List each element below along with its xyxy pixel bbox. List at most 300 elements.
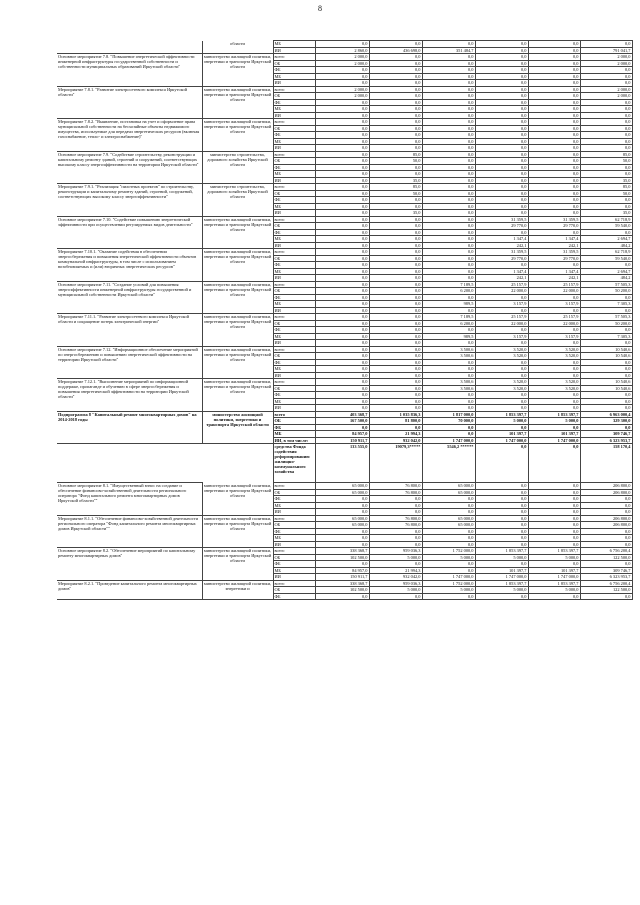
amount-cell: 0,0 [422, 242, 475, 249]
amount-cell: 29 770,0 [475, 223, 528, 230]
amount-cell: 0,0 [422, 372, 475, 379]
amount-cell: 150 911,7 [315, 437, 369, 444]
amount-cell: 0,0 [580, 405, 632, 412]
amount-cell: 0,0 [315, 216, 369, 223]
amount-cell: 0,0 [315, 398, 369, 405]
funding-source: ИИ [273, 541, 315, 548]
amount-cell: 0,0 [315, 353, 369, 360]
amount-cell: 0,0 [528, 489, 580, 496]
amount-cell: 85,0 [580, 184, 632, 191]
amount-cell: 0,0 [422, 424, 475, 431]
amount-cell: 959 036,3 [369, 548, 422, 555]
amount-cell: 0,0 [315, 268, 369, 275]
amount-cell: 0,0 [528, 132, 580, 139]
amount-cell: 0,0 [528, 561, 580, 568]
amount-cell: 0,0 [369, 86, 422, 93]
amount-cell: 59 540,0 [580, 223, 632, 230]
amount-cell: 0,0 [475, 125, 528, 132]
amount-cell: 0,0 [315, 171, 369, 178]
amount-cell: 0,0 [475, 262, 528, 269]
amount-cell: 6 963 000,4 [580, 411, 632, 418]
amount-cell: 0,0 [528, 593, 580, 600]
amount-cell: 0,0 [422, 41, 475, 48]
funding-source: ФБ [273, 392, 315, 399]
amount-cell: 0,0 [369, 294, 422, 301]
amount-cell: 1 752 000,0 [422, 580, 475, 587]
amount-cell: 0,0 [315, 528, 369, 535]
funding-source: ОБ [273, 385, 315, 392]
amount-cell: 6 323 953,7 [580, 574, 632, 581]
amount-cell: 0,0 [580, 119, 632, 126]
funding-source: всего [273, 249, 315, 256]
amount-cell: 0,0 [422, 223, 475, 230]
activity-name: Мероприятие 8.1.1. "Обеспечение финансово-хозяйственной деятельности регионального оператора "Фонд капитального ремонта многоквартирных домов Иркутской области"" [57, 515, 202, 548]
amount-cell: 0,0 [315, 307, 369, 314]
amount-cell: 0,0 [528, 359, 580, 366]
amount-cell: 85,0 [369, 151, 422, 158]
amount-cell: 0,0 [528, 496, 580, 503]
amount-cell: 0,0 [369, 288, 422, 295]
amount-cell: 0,0 [315, 80, 369, 87]
amount-cell: 0,0 [528, 502, 580, 509]
amount-cell: 22 000,0 [475, 288, 528, 295]
fund-value: 133 555,0 [315, 444, 369, 483]
funding-source: МБ [273, 203, 315, 210]
amount-cell: 0,0 [369, 535, 422, 542]
amount-cell: 0,0 [528, 340, 580, 347]
amount-cell: 1 347,4 [475, 268, 528, 275]
amount-cell: 2 000,0 [315, 86, 369, 93]
amount-cell: 0,0 [580, 112, 632, 119]
responsible-party: министерство жилищной политики, энергетики и транспорта Иркутской области [202, 515, 273, 548]
activity-name: Основное мероприятие 7.11. "Создание условий для повышения энергоэффективности инженерной инфраструктуры государственной и муниципальной собственности Иркутской области" [57, 281, 202, 314]
amount-cell: 0,0 [528, 184, 580, 191]
amount-cell: 0,0 [315, 73, 369, 80]
amount-cell: 0,0 [369, 359, 422, 366]
amount-cell: 0,0 [475, 294, 528, 301]
amount-cell: 5 000,0 [369, 587, 422, 594]
amount-cell: 2 000,0 [580, 86, 632, 93]
funding-source: ИИ [273, 242, 315, 249]
funding-source: ОБ [273, 158, 315, 165]
amount-cell: 0,0 [315, 314, 369, 321]
amount-cell: 484,2 [580, 242, 632, 249]
amount-cell: 0,0 [315, 359, 369, 366]
amount-cell: 0,0 [422, 236, 475, 243]
responsible-party: министерство жилищной политики, энергетики и транспорта Иркутской области [202, 346, 273, 379]
amount-cell: 2 000,0 [315, 54, 369, 61]
funding-source: ФБ [273, 197, 315, 204]
amount-cell: 0,0 [315, 125, 369, 132]
amount-cell: 0,0 [422, 307, 475, 314]
amount-cell: 0,0 [369, 67, 422, 74]
amount-cell: 0,0 [315, 496, 369, 503]
amount-cell: 7 305,3 [580, 333, 632, 340]
responsible-party: министерство жилищной политики, энергетики и транспорта Иркутской области [202, 411, 273, 444]
amount-cell: 0,0 [528, 106, 580, 113]
amount-cell: 0,0 [475, 60, 528, 67]
activity-name: Основное мероприятие 7.8. "Повышение энергетической эффективности инженерной инфраструктуры государственной собственности и собственности муниципальных образований Иркутской области" [57, 54, 202, 87]
fund-row [57, 444, 632, 483]
amount-cell: 0,0 [580, 392, 632, 399]
amount-cell: 0,0 [475, 515, 528, 522]
amount-cell: 0,0 [422, 294, 475, 301]
funding-source: всего [273, 151, 315, 158]
amount-cell: 0,0 [475, 164, 528, 171]
amount-cell: 76 800,0 [369, 483, 422, 490]
amount-cell: 0,0 [475, 593, 528, 600]
amount-cell: 0,0 [528, 210, 580, 217]
amount-cell: 22 000,0 [475, 320, 528, 327]
responsible-party: министерство жилищной политики, энергетики и транспорта Иркутской области [202, 379, 273, 412]
amount-cell: 0,0 [369, 171, 422, 178]
amount-cell: 0,0 [369, 262, 422, 269]
amount-cell: 0,0 [369, 223, 422, 230]
amount-cell: 0,0 [422, 164, 475, 171]
amount-cell: 3 520,0 [475, 353, 528, 360]
funding-source: всего [273, 216, 315, 223]
funding-source: ОБ [273, 190, 315, 197]
amount-cell: 0,0 [528, 229, 580, 236]
amount-cell: 3 157,9 [528, 333, 580, 340]
funding-source: МБ [273, 41, 315, 48]
page-number: 8 [318, 4, 322, 13]
amount-cell: 65 000,0 [422, 515, 475, 522]
amount-cell: 5 000,0 [475, 554, 528, 561]
amount-cell: 309 746,7 [580, 431, 632, 438]
funding-source: всего [273, 184, 315, 191]
amount-cell: 1 747 000,0 [475, 574, 528, 581]
funding-source: МБ [273, 398, 315, 405]
amount-cell: 0,0 [422, 132, 475, 139]
funding-source: ФБ [273, 424, 315, 431]
funding-source: всего [273, 314, 315, 321]
funding-source: ФБ [273, 132, 315, 139]
funding-source: ОБ [273, 60, 315, 67]
amount-cell: 0,0 [475, 171, 528, 178]
funding-source: всего [273, 86, 315, 93]
amount-cell: 0,0 [369, 106, 422, 113]
amount-cell: 0,0 [475, 528, 528, 535]
amount-cell: 0,0 [528, 54, 580, 61]
activity-name: Основное мероприятие 8.1. "Имущественный взнос на создание и обеспечение финансово-хозяйственной деятельности регионального оператора "Фонд капитального ремонта многоквартирных домов Иркутской области"" [57, 483, 202, 516]
amount-cell: 6 756 200,4 [580, 548, 632, 555]
amount-cell: 0,0 [528, 522, 580, 529]
amount-cell: 0,0 [369, 80, 422, 87]
amount-cell: 0,0 [369, 99, 422, 106]
amount-cell: 0,0 [422, 106, 475, 113]
amount-cell: 70 000,0 [422, 418, 475, 425]
amount-cell: 206 800,0 [580, 489, 632, 496]
amount-cell: 29 770,0 [528, 223, 580, 230]
amount-cell: 0,0 [315, 502, 369, 509]
responsible-party: министерство жилищной политики, энергетики и транспорта Иркутской области [202, 54, 273, 87]
amount-cell: 0,0 [528, 398, 580, 405]
funding-source: всего [273, 281, 315, 288]
amount-cell: 0,0 [528, 366, 580, 373]
amount-cell: 0,0 [580, 509, 632, 516]
amount-cell: 0,0 [422, 561, 475, 568]
funding-source: ИИ, в том числе: [273, 437, 315, 444]
amount-cell: 0,0 [422, 509, 475, 516]
amount-cell: 0,0 [422, 340, 475, 347]
funding-source: ФБ [273, 327, 315, 334]
amount-cell: 0,0 [315, 197, 369, 204]
amount-cell: 0,0 [315, 281, 369, 288]
funding-source: ИИ [273, 340, 315, 347]
amount-cell: 0,0 [315, 229, 369, 236]
activity-name: Мероприятие 7.11.1. "Развитие электросетевого комплекса Иркутской области и сокращение потерь электрической энергии" [57, 314, 202, 347]
amount-cell: 0,0 [315, 164, 369, 171]
amount-cell: 0,0 [422, 93, 475, 100]
amount-cell: 0,0 [528, 164, 580, 171]
amount-cell: 0,0 [580, 67, 632, 74]
funding-source: ОБ [273, 288, 315, 295]
amount-cell: 0,0 [475, 405, 528, 412]
amount-cell: 0,0 [422, 249, 475, 256]
amount-cell: 0,0 [315, 236, 369, 243]
amount-cell: 0,0 [369, 281, 422, 288]
amount-cell: 0,0 [475, 366, 528, 373]
amount-cell: 0,0 [528, 80, 580, 87]
activity-name: Мероприятие 7.8.1. "Развитие электросетевого комплекса Иркутской области" [57, 86, 202, 119]
funding-source: ИИ [273, 177, 315, 184]
amount-cell: 0,0 [369, 372, 422, 379]
amount-cell: 959 036,3 [369, 580, 422, 587]
funding-source: ОБ [273, 93, 315, 100]
amount-cell: 1 347,4 [528, 268, 580, 275]
amount-cell: 50 200,0 [580, 320, 632, 327]
amount-cell: 102 500,0 [315, 587, 369, 594]
amount-cell: 0,0 [422, 203, 475, 210]
amount-cell: 1 347,4 [528, 236, 580, 243]
amount-cell: 0,0 [422, 171, 475, 178]
amount-cell: 0,0 [580, 125, 632, 132]
amount-cell: 0,0 [475, 138, 528, 145]
fund-value: 5546,2 ****** [422, 444, 475, 483]
amount-cell: 0,0 [475, 99, 528, 106]
amount-cell: 338 368,7 [315, 580, 369, 587]
amount-cell: 35,0 [580, 210, 632, 217]
amount-cell: 0,0 [315, 184, 369, 191]
amount-cell: 0,0 [369, 60, 422, 67]
amount-cell: 0,0 [475, 340, 528, 347]
amount-cell: 5 000,0 [422, 554, 475, 561]
amount-cell: 81 800,0 [369, 418, 422, 425]
amount-cell: 0,0 [315, 509, 369, 516]
amount-cell: 76 800,0 [369, 489, 422, 496]
funding-source: ОБ [273, 223, 315, 230]
funding-source: всего [273, 379, 315, 386]
amount-cell: 0,0 [580, 203, 632, 210]
amount-cell: 0,0 [315, 340, 369, 347]
amount-cell: 0,0 [422, 80, 475, 87]
amount-cell: 0,0 [369, 509, 422, 516]
amount-cell: 3 157,9 [475, 301, 528, 308]
amount-cell: 0,0 [475, 73, 528, 80]
amount-cell: 403 368,7 [315, 411, 369, 418]
amount-cell: 0,0 [580, 73, 632, 80]
amount-cell: 0,0 [369, 398, 422, 405]
amount-cell: 0,0 [422, 229, 475, 236]
amount-cell: 25 157,9 [475, 314, 528, 321]
amount-cell: 0,0 [369, 145, 422, 152]
amount-cell: 0,0 [315, 327, 369, 334]
amount-cell: 206 800,0 [580, 515, 632, 522]
fund-label: средства Фонда содействия реформированию жилищно-коммунального хозяйства [273, 444, 315, 483]
amount-cell: 0,0 [315, 320, 369, 327]
amount-cell: 932 042,0 [369, 574, 422, 581]
amount-cell: 0,0 [369, 307, 422, 314]
amount-cell: 1 853 397,7 [528, 548, 580, 555]
amount-cell: 0,0 [369, 528, 422, 535]
amount-cell: 0,0 [315, 385, 369, 392]
amount-cell: 0,0 [422, 99, 475, 106]
amount-cell: 0,0 [422, 405, 475, 412]
amount-cell: 122 500,0 [580, 554, 632, 561]
amount-cell: 0,0 [580, 340, 632, 347]
amount-cell: 3 520,0 [528, 346, 580, 353]
amount-cell: 0,0 [528, 483, 580, 490]
amount-cell: 5 000,0 [369, 554, 422, 561]
responsible-party: министерство жилищной политики, энергетики и транспорта Иркутской области [202, 216, 273, 249]
amount-cell: 0,0 [528, 60, 580, 67]
amount-cell: 329 300,0 [580, 418, 632, 425]
amount-cell: 65 000,0 [422, 483, 475, 490]
amount-cell: 0,0 [422, 184, 475, 191]
activity-name: Основное мероприятие 8.2. "Обеспечение мероприятий по капитальному ремонту многоквартирных домов" [57, 548, 202, 581]
activity-name [57, 41, 202, 54]
amount-cell: 0,0 [315, 67, 369, 74]
responsible-party: министерство жилищной политики, энергетики и [202, 580, 273, 600]
amount-cell: 0,0 [369, 236, 422, 243]
amount-cell: 0,0 [369, 132, 422, 139]
amount-cell: 0,0 [475, 190, 528, 197]
amount-cell: 0,0 [580, 294, 632, 301]
amount-cell: 1 747 000,0 [475, 437, 528, 444]
amount-cell: 50,0 [369, 190, 422, 197]
amount-cell: 0,0 [315, 99, 369, 106]
amount-cell: 0,0 [475, 86, 528, 93]
amount-cell: 351 484,7 [422, 47, 475, 54]
amount-cell: 31 359,5 [528, 249, 580, 256]
funding-source: ИИ [273, 210, 315, 217]
amount-cell: 0,0 [315, 301, 369, 308]
amount-cell: 0,0 [369, 301, 422, 308]
amount-cell: 0,0 [528, 424, 580, 431]
amount-cell: 0,0 [315, 405, 369, 412]
amount-cell: 0,0 [475, 203, 528, 210]
amount-cell: 0,0 [422, 327, 475, 334]
amount-cell: 242,1 [475, 275, 528, 282]
amount-cell: 0,0 [315, 249, 369, 256]
amount-cell: 0,0 [315, 242, 369, 249]
amount-cell: 84 957,0 [315, 431, 369, 438]
amount-cell: 0,0 [422, 86, 475, 93]
amount-cell: 0,0 [580, 106, 632, 113]
amount-cell: 0,0 [315, 177, 369, 184]
funding-source: МБ [273, 502, 315, 509]
amount-cell: 0,0 [369, 392, 422, 399]
amount-cell: 1 853 397,7 [475, 580, 528, 587]
amount-cell: 0,0 [422, 366, 475, 373]
amount-cell: 5 000,0 [475, 418, 528, 425]
funding-source: МБ [273, 73, 315, 80]
amount-cell: 50,0 [580, 158, 632, 165]
amount-cell: 5 000,0 [422, 587, 475, 594]
amount-cell: 0,0 [528, 177, 580, 184]
amount-cell: 22 000,0 [528, 320, 580, 327]
amount-cell: 0,0 [580, 132, 632, 139]
amount-cell: 0,0 [315, 132, 369, 139]
amount-cell: 989,5 [422, 333, 475, 340]
amount-cell: 10 540,6 [580, 353, 632, 360]
amount-cell: 0,0 [475, 483, 528, 490]
amount-cell: 0,0 [422, 138, 475, 145]
amount-cell: 3 520,0 [528, 385, 580, 392]
funding-source: МБ [273, 431, 315, 438]
amount-cell: 0,0 [315, 366, 369, 373]
funding-source: всего [273, 483, 315, 490]
amount-cell: 31 359,5 [475, 216, 528, 223]
amount-cell: 3 520,0 [475, 346, 528, 353]
amount-cell: 0,0 [422, 112, 475, 119]
amount-cell: 3 500,6 [422, 385, 475, 392]
amount-cell: 0,0 [369, 138, 422, 145]
amount-cell: 0,0 [528, 47, 580, 54]
amount-cell: 0,0 [422, 431, 475, 438]
amount-cell: 62 718,9 [580, 249, 632, 256]
amount-cell: 242,1 [528, 242, 580, 249]
amount-cell: 0,0 [528, 190, 580, 197]
responsible-party: министерство строительства, дорожного хозяйства Иркутской области [202, 184, 273, 217]
amount-cell: 0,0 [422, 145, 475, 152]
amount-cell: 0,0 [369, 93, 422, 100]
amount-cell: 0,0 [528, 509, 580, 516]
activity-name: Основное мероприятие 7.10. "Содействие повышению энергетической эффективности при осуществлении регулируемых видов деятельности" [57, 216, 202, 249]
amount-cell: 29 770,0 [528, 255, 580, 262]
amount-cell: 0,0 [315, 288, 369, 295]
funding-source: ОБ [273, 320, 315, 327]
funding-source: ИИ [273, 509, 315, 516]
amount-cell: 0,0 [369, 275, 422, 282]
fund-value: 19079,3***** [369, 444, 422, 483]
empty-cell [57, 444, 202, 483]
amount-cell: 0,0 [315, 158, 369, 165]
amount-cell: 932 042,0 [369, 437, 422, 444]
amount-cell: 0,0 [315, 541, 369, 548]
amount-cell: 65 000,0 [315, 522, 369, 529]
amount-cell: 0,0 [315, 138, 369, 145]
amount-cell: 0,0 [315, 593, 369, 600]
amount-cell: 0,0 [580, 197, 632, 204]
activity-name: Мероприятие 7.8.2. "Выявление, постановка на учет и оформление права муниципальной собственности на бесхозяйные объекты недвижимого имущества, используемые для передачи энергетических ресурсов (включая газоснабжение, тепло- и электроснабжение)" [57, 119, 202, 152]
amount-cell: 85,0 [369, 184, 422, 191]
amount-cell: 0,0 [580, 164, 632, 171]
amount-cell: 1 035 836,3 [369, 411, 422, 418]
amount-cell: 0,0 [369, 164, 422, 171]
amount-cell: 0,0 [580, 41, 632, 48]
amount-cell: 0,0 [475, 112, 528, 119]
funding-source: ИИ [273, 405, 315, 412]
fund-value: 158 170,4 [580, 444, 632, 483]
amount-cell: 0,0 [369, 125, 422, 132]
amount-cell: 0,0 [475, 509, 528, 516]
amount-cell: 10 540,6 [580, 379, 632, 386]
amount-cell: 0,0 [369, 242, 422, 249]
amount-cell: 1 747 000,0 [422, 574, 475, 581]
amount-cell: 0,0 [475, 119, 528, 126]
